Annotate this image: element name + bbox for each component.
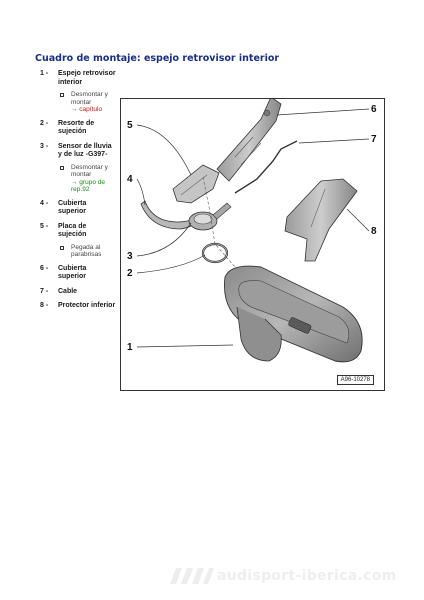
callout-4: 4 bbox=[127, 174, 133, 185]
legend-item-2 bbox=[40, 120, 116, 137]
legend-item-1 bbox=[40, 70, 116, 114]
figure-id-label: A96-10278 bbox=[337, 375, 374, 385]
legend-item-number: 8 - bbox=[40, 302, 49, 309]
legend-item-number: 6 - bbox=[40, 264, 49, 272]
legend-item-number: 5 - bbox=[40, 222, 49, 230]
callout-2: 2 bbox=[127, 268, 133, 279]
legend-item-4 bbox=[40, 200, 116, 217]
legend-subitem bbox=[58, 244, 116, 259]
square-bullet-icon bbox=[60, 246, 64, 250]
legend-item-number: 2 - bbox=[40, 119, 49, 127]
legend-item-label: Placa de sujeción bbox=[58, 222, 87, 238]
legend-item-number: 7 - bbox=[40, 287, 49, 295]
legend-item-label: Cable bbox=[58, 287, 78, 295]
callout-6: 6 bbox=[371, 104, 377, 115]
watermark bbox=[170, 566, 420, 586]
square-bullet-icon bbox=[60, 93, 64, 97]
callout-7: 7 bbox=[371, 134, 377, 145]
rain-light-sensor-3-shape bbox=[189, 203, 231, 230]
legend-item-8 bbox=[40, 302, 116, 311]
legend-item-number: 3 - bbox=[40, 142, 49, 150]
legend-item-5 bbox=[40, 223, 116, 259]
legend-subitem-text: Desmontar y montar bbox=[71, 91, 108, 106]
parts-legend bbox=[40, 70, 116, 317]
legend-item-label: Cubierta superior bbox=[58, 264, 87, 280]
callout-5: 5 bbox=[127, 120, 133, 131]
retaining-spring-2-shape bbox=[203, 244, 227, 262]
watermark-logo-icon bbox=[170, 566, 214, 586]
legend-item-label: Resorte de sujeción bbox=[58, 119, 95, 135]
interior-mirror-1-shape bbox=[224, 266, 362, 362]
legend-item-number: 4 - bbox=[40, 199, 49, 207]
legend-item-7 bbox=[40, 288, 116, 297]
legend-subitem-text: Pegada al parabrisas bbox=[71, 243, 102, 258]
legend-subitem bbox=[58, 91, 116, 114]
mirror-assembly-drawing bbox=[121, 99, 386, 392]
mounting-plate-5-shape bbox=[173, 165, 219, 203]
square-bullet-icon bbox=[60, 166, 64, 170]
legend-item-label: Espejo retrovisor interior bbox=[58, 70, 116, 86]
upper-cover-4-shape bbox=[141, 201, 197, 229]
callout-1: 1 bbox=[127, 342, 133, 353]
legend-item-3 bbox=[40, 143, 116, 194]
legend-item-number: 1 - bbox=[40, 70, 49, 77]
callout-3: 3 bbox=[127, 251, 133, 262]
legend-item-label: Protector inferior bbox=[58, 302, 116, 309]
upper-cover-6-shape bbox=[217, 99, 281, 181]
callout-8: 8 bbox=[371, 226, 377, 237]
repair-group-link[interactable]: → grupo de rep.92 bbox=[71, 178, 105, 193]
lower-protector-8-shape bbox=[285, 179, 357, 261]
legend-item-6 bbox=[40, 265, 116, 282]
legend-item-label: Cubierta superior bbox=[58, 199, 87, 215]
legend-subitem-text: Desmontar y montar bbox=[71, 163, 108, 178]
watermark-text: audisport-iberica.com bbox=[217, 568, 397, 584]
page-title: Cuadro de montaje: espejo retrovisor interior bbox=[35, 53, 280, 64]
legend-subitem bbox=[58, 164, 116, 194]
legend-item-label: Sensor de lluvia y de luz -G397- bbox=[58, 142, 112, 158]
exploded-view-figure bbox=[120, 98, 385, 391]
chapter-link[interactable]: → capítulo bbox=[71, 106, 103, 113]
